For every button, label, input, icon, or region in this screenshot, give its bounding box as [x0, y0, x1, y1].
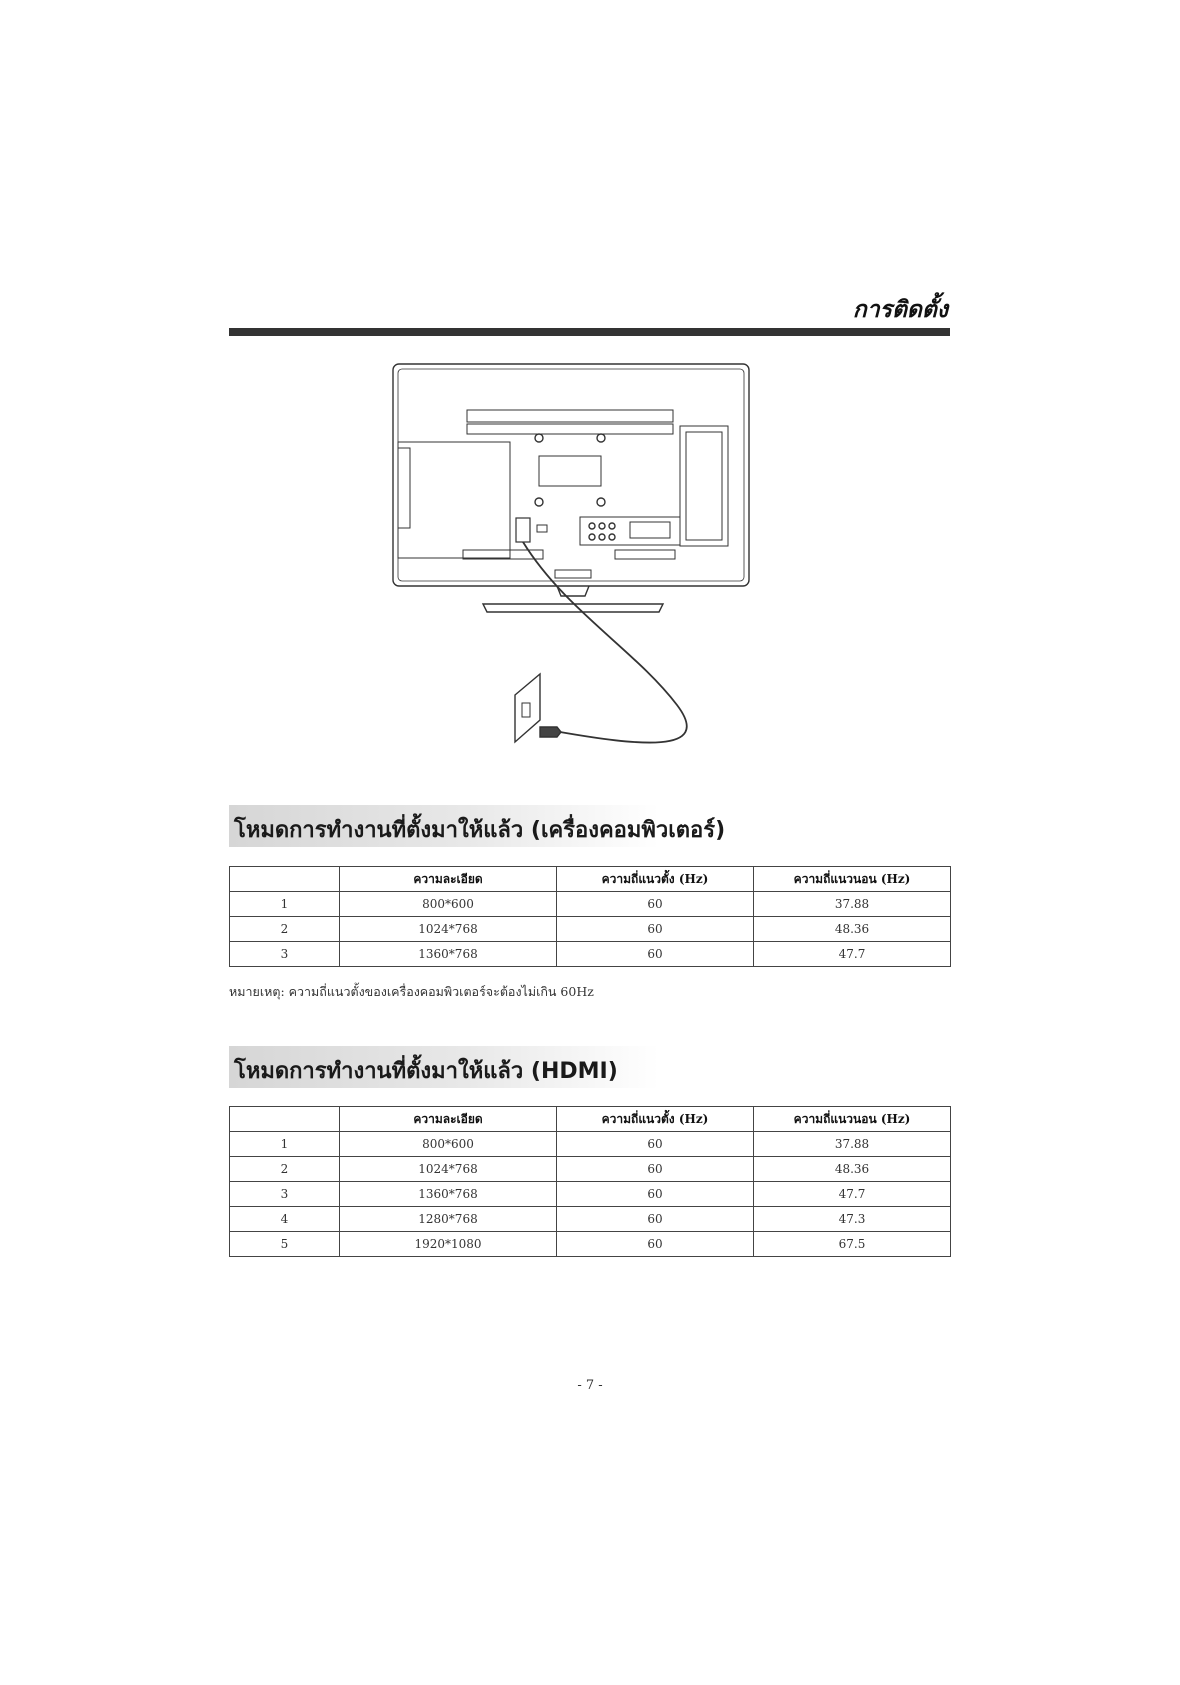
column-header-horizontal-frequency: ความถี่แนวนอน (Hz)	[754, 1107, 951, 1132]
cell-vertical-frequency: 60	[557, 917, 754, 942]
table-row	[230, 917, 951, 942]
pc-modes-table	[229, 866, 951, 967]
table-row	[230, 942, 951, 967]
cell-resolution: 1360*768	[340, 1182, 557, 1207]
cell-vertical-frequency: 60	[557, 1132, 754, 1157]
cell-resolution: 800*600	[340, 1132, 557, 1157]
cell-index: 1	[230, 1132, 340, 1157]
cell-vertical-frequency: 60	[557, 1182, 754, 1207]
table-row	[230, 1157, 951, 1182]
cell-resolution: 800*600	[340, 892, 557, 917]
table-row	[230, 1232, 951, 1257]
table-row	[230, 1132, 951, 1157]
table-row	[230, 1182, 951, 1207]
cell-horizontal-frequency: 67.5	[754, 1232, 951, 1257]
cell-horizontal-frequency: 37.88	[754, 1132, 951, 1157]
table-row	[230, 892, 951, 917]
column-header-resolution: ความละเอียด	[340, 1107, 557, 1132]
upper-vent	[467, 410, 673, 422]
cell-horizontal-frequency: 37.88	[754, 892, 951, 917]
cell-resolution: 1280*768	[340, 1207, 557, 1232]
cell-resolution: 1360*768	[340, 942, 557, 967]
cell-index: 2	[230, 1157, 340, 1182]
tv-rear-inner	[398, 369, 744, 581]
pc-modes-heading: โหมดการทำงานที่ตั้งมาให้แล้ว (เครื่องคอมพิวเตอร์)	[234, 818, 726, 843]
cell-index: 2	[230, 917, 340, 942]
wall-outlet	[515, 674, 540, 742]
cell-horizontal-frequency: 48.36	[754, 1157, 951, 1182]
table-row	[230, 1207, 951, 1232]
cell-index: 3	[230, 942, 340, 967]
cell-index: 1	[230, 892, 340, 917]
hdmi-modes-table	[229, 1106, 951, 1257]
cell-vertical-frequency: 60	[557, 1232, 754, 1257]
cell-index: 3	[230, 1182, 340, 1207]
power-plug	[540, 727, 561, 737]
label-plate	[539, 456, 601, 486]
cell-index: 4	[230, 1207, 340, 1232]
cell-vertical-frequency: 60	[557, 892, 754, 917]
cell-horizontal-frequency: 47.7	[754, 942, 951, 967]
pc-frequency-note: หมายเหตุ: ความถี่แนวตั้งของเครื่องคอมพิวเตอร์จะต้องไม่เกิน 60Hz	[229, 984, 594, 999]
cell-horizontal-frequency: 48.36	[754, 917, 951, 942]
cell-resolution: 1024*768	[340, 1157, 557, 1182]
section-title: การติดตั้ง	[852, 297, 948, 323]
tv-stand-base	[483, 604, 663, 612]
hdmi-modes-heading: โหมดการทำงานที่ตั้งมาให้แล้ว (HDMI)	[234, 1059, 618, 1084]
lower-vent-right	[615, 550, 675, 559]
column-header-resolution: ความละเอียด	[340, 867, 557, 892]
page-number: - 7 -	[577, 1378, 603, 1393]
power-socket	[516, 518, 530, 542]
right-side-ports	[680, 426, 728, 546]
table-header-row	[230, 867, 951, 892]
cell-vertical-frequency: 60	[557, 1207, 754, 1232]
tv-rear-panel	[393, 364, 749, 586]
column-header-vertical-frequency: ความถี่แนวตั้ง (Hz)	[557, 867, 754, 892]
cell-vertical-frequency: 60	[557, 1157, 754, 1182]
cell-index: 5	[230, 1232, 340, 1257]
top-rule	[229, 328, 950, 336]
column-header-index	[230, 1107, 340, 1132]
table-header-row	[230, 1107, 951, 1132]
column-header-horizontal-frequency: ความถี่แนวนอน (Hz)	[754, 867, 951, 892]
cell-resolution: 1920*1080	[340, 1232, 557, 1257]
power-cable	[523, 542, 687, 743]
column-header-index	[230, 867, 340, 892]
cell-horizontal-frequency: 47.7	[754, 1182, 951, 1207]
tv-power-connection-illustration	[385, 360, 750, 775]
cell-horizontal-frequency: 47.3	[754, 1207, 951, 1232]
column-header-vertical-frequency: ความถี่แนวตั้ง (Hz)	[557, 1107, 754, 1132]
cell-vertical-frequency: 60	[557, 942, 754, 967]
cell-resolution: 1024*768	[340, 917, 557, 942]
left-bay	[398, 442, 510, 558]
